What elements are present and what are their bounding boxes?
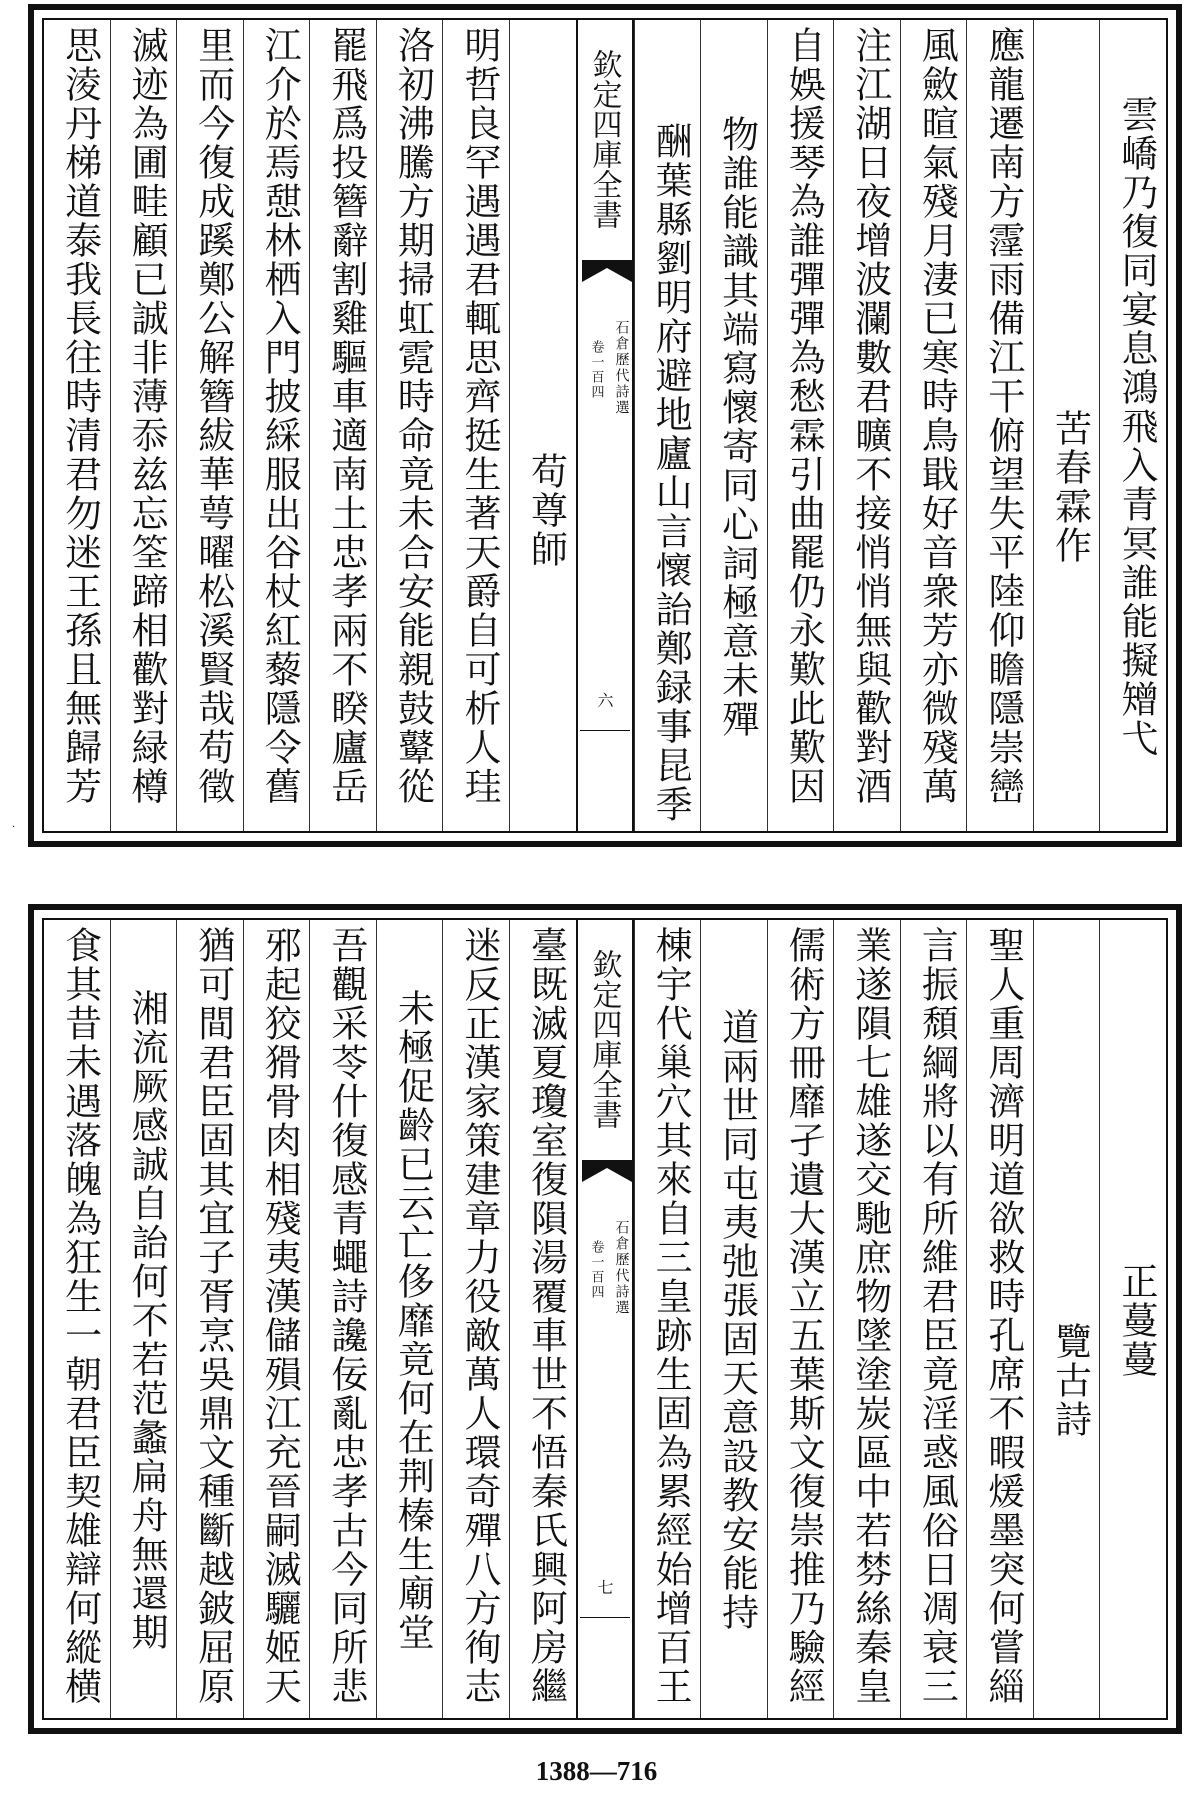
text-column [700,920,767,1718]
heading-text: 苟尊師 [524,452,568,569]
page-number: 1388—716 [535,1756,658,1786]
column-text: 臺既滅夏瓊室復隕湯覆車世不悟秦氏興阿房繼 [524,926,568,1706]
column-text: 洛初沸騰方期掃虹霓時命竟未合安能親鼓鼙從 [391,26,435,806]
fishtail-ornament-icon [582,1160,632,1186]
fold-column [576,20,634,831]
folio-rule [580,1617,630,1618]
bottom-page [28,904,1182,1734]
text-column [700,20,767,831]
column-text: 里而今復成蹊鄭公解簪紱華萼曜松溪賢哉苟徵 [191,26,235,806]
folio-number: 六 [597,691,614,710]
column-text: 思淩丹梯道泰我長往時清君勿迷王孫且無歸芳 [58,26,102,806]
text-column [176,920,243,1718]
bottom-page-columns [44,920,1166,1718]
text-column [243,20,310,831]
text-column [44,20,110,831]
column-text: 吾觀采苓什復感青蠅詩讒佞亂忠孝古今同所悲 [324,926,368,1706]
text-column [1033,920,1100,1718]
column-text: 道兩世同屯夷弛張固天意設教安能持 [715,1008,759,1632]
column-text: 湘流厥感誠自詒何不若范蠡扁舟無還期 [125,988,169,1652]
stray-mark: · [12,822,16,833]
folio-rule [580,730,630,731]
text-column [44,920,110,1718]
column-text: 江介於焉憇林栖入門披綵服出谷杖紅藜隱令舊 [258,26,302,806]
column-text: 明哲良罕遇遇君輒思齊挺生著天爵自可析人珪 [457,26,501,806]
fishtail-ornament-icon [582,260,632,286]
column-text: 邪起狡猾骨肉相殘夷漢儲殞江充晉嗣滅驪姬天 [258,926,302,1706]
column-text: 物誰能識其端寫懷寄同心詞極意未殫 [715,114,759,739]
column-text: 迷反正漢家策建章力役敵萬人環奇殫八方徇志 [457,926,501,1706]
text-column [110,920,177,1718]
text-column [634,20,701,831]
text-column [442,20,509,831]
column-text: 業遂隕七雄遂交馳庶物墜塗炭區中若棼絲秦皇 [848,926,892,1706]
text-column [176,20,243,831]
text-column [309,920,376,1718]
text-column [1099,20,1166,831]
text-column [900,920,967,1718]
text-column [634,920,701,1718]
collection-title: 石倉歷代詩選 [613,320,630,416]
column-text: 聖人重周濟明道欲救時孔席不暇煖墨突何嘗緇 [981,926,1025,1706]
collection-title: 石倉歷代詩選 [613,1220,630,1316]
column-text: 罷飛爲投簪辭割雞驅車適南土忠孝兩不睽廬岳 [324,26,368,806]
text-column [1099,920,1166,1718]
bottom-page-frame [42,918,1168,1720]
top-page-frame [42,18,1168,833]
text-column [833,920,900,1718]
column-text: 未極促齡已云亡侈靡竟何在荆榛生廟堂 [391,988,435,1652]
heading-text: 覽古詩 [1048,1321,1092,1439]
heading-text: 苦春霖作 [1048,408,1092,565]
column-text: 食其昔未遇落魄為狂生一朝君臣契雄辯何縱横 [58,926,102,1706]
text-column [966,920,1033,1718]
text-column [376,920,443,1718]
column-text: 風斂暄氣殘月淒已寒時鳥戢好音衆芳亦微殘萬 [915,26,959,806]
text-column [309,20,376,831]
text-column [243,920,310,1718]
text-column [767,920,834,1718]
fold-column [576,920,634,1718]
text-column [833,20,900,831]
volume-label: 卷一百四 [588,340,604,400]
top-page-columns [44,20,1166,831]
book-title: 欽定四庫全書 [586,949,622,1129]
text-column [767,20,834,831]
volume-label: 卷一百四 [588,1240,604,1300]
column-text: 雲嶠乃復同宴息鴻飛入青冥誰能擬矰弋 [1115,95,1158,758]
column-text: 言振頹綱將以有所維君臣竟淫惑風俗日凋衰三 [915,926,959,1706]
text-column [376,20,443,831]
text-column [110,20,177,831]
column-text: 正蔓蔓 [1115,1261,1158,1379]
column-text: 自娛援琴為誰彈彈為愁霖引曲罷仍永歎此歎因 [782,26,826,806]
text-column [509,920,576,1718]
column-text: 猶可間君臣固其宜子胥烹吳鼎文種斷越鈹屈原 [191,926,235,1706]
column-text: 棟宇代巢穴其來自三皇跡生固為累經始增百王 [649,926,693,1706]
column-text: 注江湖日夜增波瀾數君曠不接悄悄無與歡對酒 [848,26,892,806]
column-text: 儒術方冊靡孑遺大漢立五葉斯文復崇推乃驗經 [782,926,826,1706]
text-column [509,20,576,831]
column-text: 應龍遷南方霪雨備江干俯望失平陸仰瞻隱崇巒 [981,26,1025,806]
text-column [966,20,1033,831]
book-title: 欽定四庫全書 [586,49,622,229]
text-column [900,20,967,831]
heading-text: 酬葉縣劉明府避地廬山言懷詒鄭録事昆季 [649,121,693,824]
column-text: 滅迹為圃畦顧已誠非薄忝兹忘筌蹄相歡對緑樽 [125,26,169,806]
text-column [442,920,509,1718]
top-page [28,4,1182,847]
text-column [1033,20,1100,831]
folio-number: 七 [597,1578,614,1597]
